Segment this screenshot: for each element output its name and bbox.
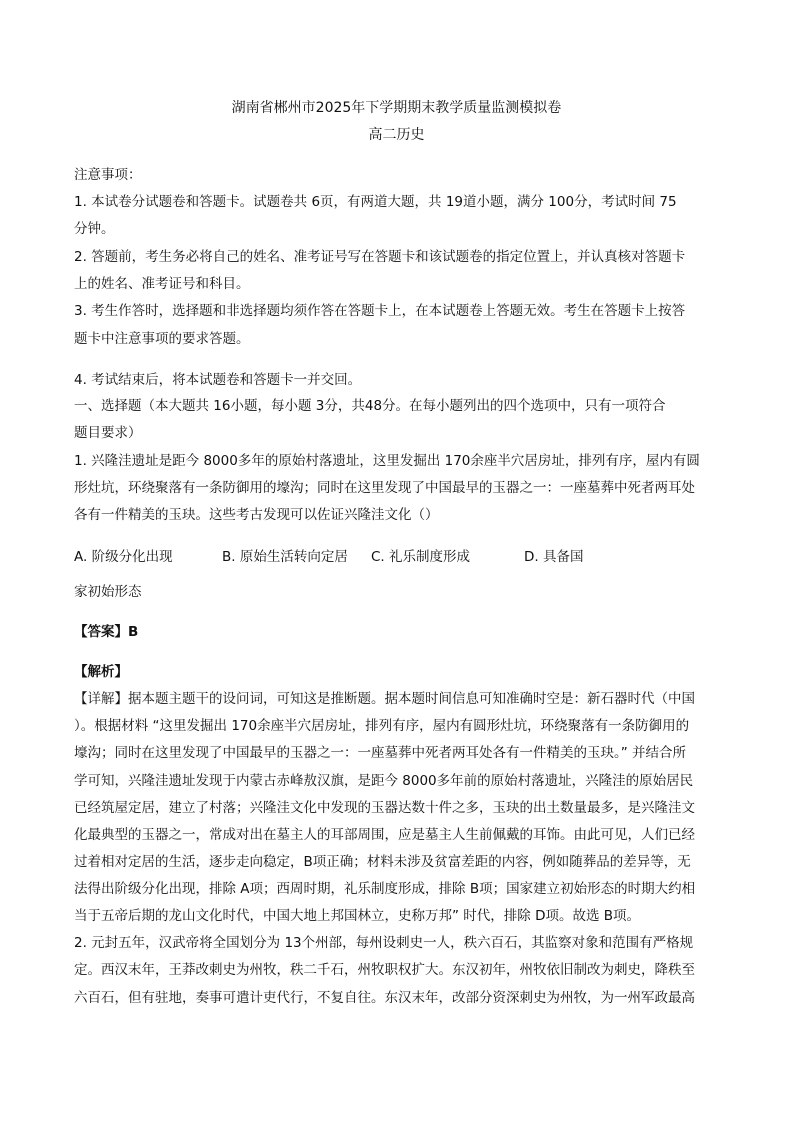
section-heading: 题目要求） — [74, 425, 142, 441]
question-2-text: 2. 元封五年，汉武帝将全国划分为 13个州部，每州设刺史一人，秩六百石，其监察对象和范围有严格规 — [74, 935, 694, 951]
question-2-text: 定。西汉末年，王莽改刺史为州牧，秩二千石，州牧职权扩大。东汉初年，州牧依旧制改为刺史，降秩至 — [74, 962, 695, 978]
question-1-text: 各有一件精美的玉玦。这些考古发现可以佐证兴隆洼文化（） — [74, 507, 439, 523]
notice-line: 2. 答题前，考生务必将自己的姓名、准考证号写在答题卡和该试题卷的指定位置上，并认真核对答题卡 — [74, 249, 686, 265]
notice-line: 题卡中注意事项的要求答题。 — [74, 331, 250, 347]
analysis-heading: 【解析】 — [74, 664, 128, 680]
analysis-line: 【详解】据本题主题干的设问词，可知这是推断题。据本题时间信息可知准确时空是：新石器时代（中国 — [74, 691, 695, 707]
analysis-line: 法得出阶级分化出现，排除 A项；西周时期，礼乐制度形成，排除 B项；国家建立初始形态的时期大约相 — [74, 881, 696, 897]
notice-line: 上的姓名、准考证号和科目。 — [74, 276, 250, 292]
option-c: C. 礼乐制度形成 — [371, 549, 471, 565]
analysis-line: 壕沟；同时在这里发现了中国最早的玉器之一：一座墓葬中死者两耳处各有一件精美的玉玦。” 并结合所 — [74, 745, 687, 761]
option-a: A. 阶级分化出现 — [74, 549, 173, 565]
notice-line: 4. 考试结束后，将本试题卷和答题卡一并交回。 — [74, 372, 362, 388]
analysis-line: 化最典型的玉器之一，常成对出在墓主人的耳部周围，应是墓主人生前佩戴的耳饰。由此可见，人们已经 — [74, 827, 695, 843]
option-b: B. 原始生活转向定居 — [222, 549, 348, 565]
analysis-line: 过着相对定居的生活，逐步走向稳定，B项正确；材料未涉及贫富差距的内容，例如随葬品的差异等，无 — [74, 854, 691, 870]
analysis-line: 学可知，兴隆洼遗址发现于内蒙古赤峰敖汉旗，是距今 8000多年前的原始村落遗址，兴隆洼的原始居民 — [74, 773, 694, 789]
question-2-text: 六百石，但有驻地，奏事可遣计吏代行，不复自往。东汉末年，改部分资深刺史为州牧，为一州军政最高 — [74, 990, 695, 1006]
analysis-line: ）。根据材料 “这里发掘出 170余座半穴居房址，排列有序，屋内有圆形灶坑，环绕聚落有一条防御用的 — [74, 718, 690, 734]
exam-title: 湖南省郴州市2025年下学期期末教学质量监测模拟卷 — [231, 100, 562, 116]
question-1-text: 形灶坑，环绕聚落有一条防御用的壕沟；同时在这里发现了中国最早的玉器之一：一座墓葬中死者两耳处 — [74, 480, 695, 496]
answer-label: 【答案】B — [74, 624, 139, 640]
analysis-line: 已经筑屋定居，建立了村落；兴隆洼文化中发现的玉器达数十件之多，玉玦的出土数量最多，是兴隆洼文 — [74, 800, 695, 816]
exam-subtitle: 高二历史 — [368, 127, 425, 143]
option-d-wrap: 家初始形态 — [74, 584, 142, 600]
analysis-line: 当于五帝后期的龙山文化时代，中国大地上邦国林立，史称万邦” 时代，排除 D项。故选 B项。 — [74, 908, 641, 924]
section-heading: 一、选择题（本大题共 16小题，每小题 3分，共48分。在每小题列出的四个选项中，只有一项符合 — [74, 398, 666, 414]
notice-line: 3. 考生作答时，选择题和非选择题均须作答在答题卡上，在本试题卷上答题无效。考生在答题卡上按答 — [74, 303, 686, 319]
question-1-text: 1. 兴隆洼遗址是距今 8000多年的原始村落遗址，这里发掘出 170余座半穴居房址，排列有序，屋内有圆 — [74, 453, 700, 469]
notice-heading: 注意事项： — [74, 167, 142, 183]
option-d: D. 具备国 — [524, 549, 584, 565]
notice-line: 1. 本试卷分试题卷和答题卡。试题卷共 6页，有两道大题，共 19道小题，满分 100分，考试时间 75 — [74, 194, 677, 210]
notice-line: 分钟。 — [74, 221, 115, 237]
